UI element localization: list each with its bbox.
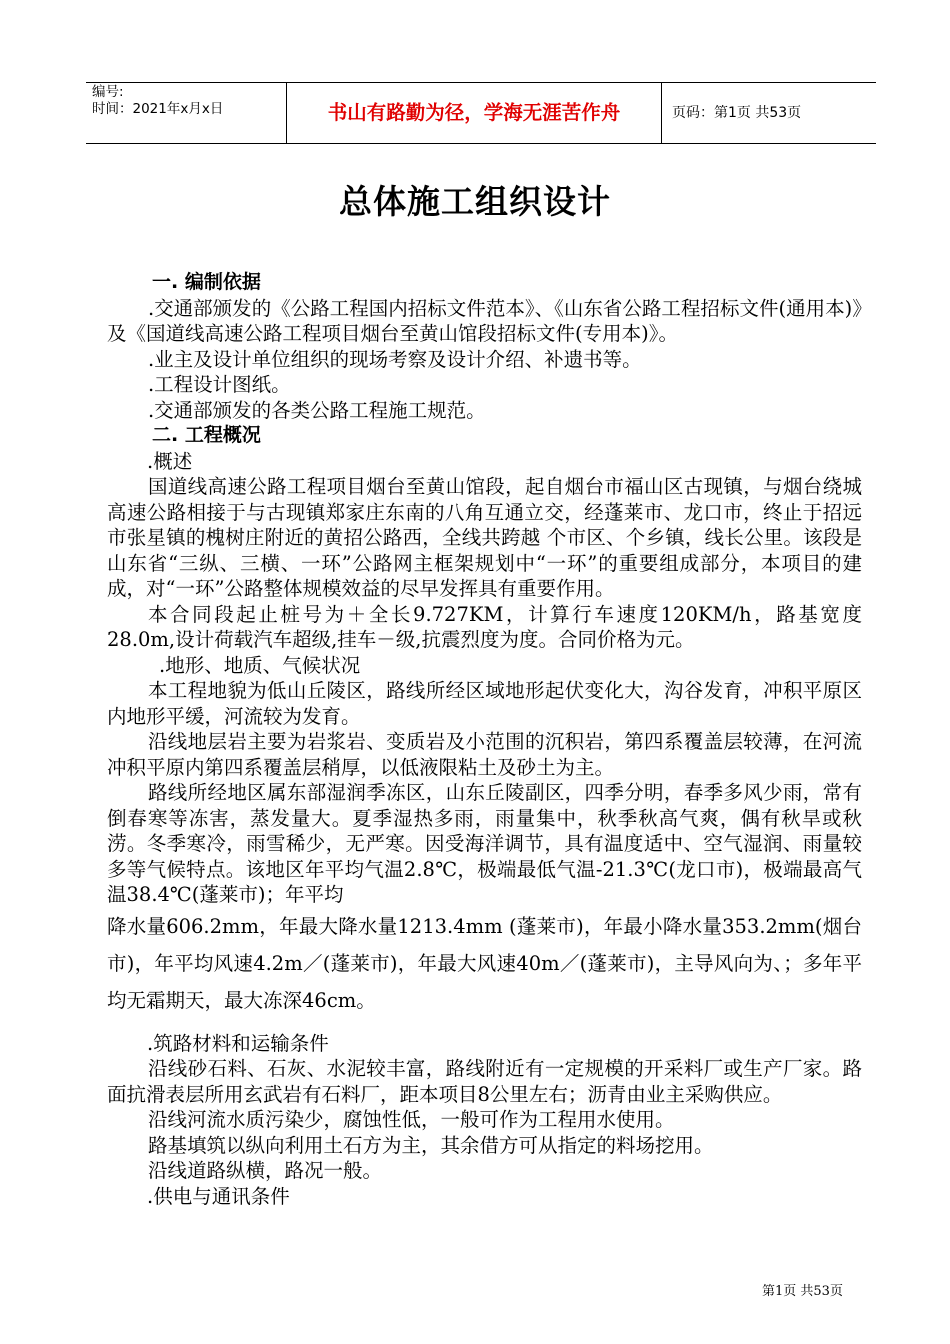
document-number-label: 编号: — [92, 84, 124, 100]
paragraph: 沿线地层岩主要为岩浆岩、变质岩及小范围的沉积岩，第四系覆盖层较薄，在河流冲积平原内第四系覆盖层稍厚，以低液限粘土及砂土为主。 — [107, 730, 862, 779]
header-page-label: 页码：第1页 共53页 — [672, 105, 802, 121]
paragraph: 本合同段起止桩号为＋全长9.727KM，计算行车速度120KM/h，路基宽度28.0m,设计荷载汽车超级,挂车－级,抗震烈度为度。合同价格为元。 — [107, 602, 862, 651]
spacer — [107, 1019, 862, 1031]
section-heading-overview: 二. 工程概况 — [152, 424, 261, 446]
paragraph: 国道线高速公路工程项目烟台至黄山馆段，起自烟台市福山区古现镇，与烟台绕城高速公路相接于与古现镇郑家庄东南的八角互通立交，经蓬莱市、龙口市，终止于招远市张星镇的槐树庄附近的黄招公路西，全线共跨越 个市区、个乡镇，线长公里。该段是山东省“三纵、三横、一环”公路网主框架规划中“一环”的重要组成部分，本项目的建成，对“一环”公路整体规模效益的尽早发挥具有重要作用。 — [107, 475, 862, 600]
subsection-heading: .筑路材料和运输条件 — [147, 1031, 329, 1055]
paragraph: 路基填筑以纵向利用土石方为主，其余借方可从指定的料场挖用。 — [147, 1133, 714, 1157]
paragraph: .交通部颁发的《公路工程国内招标文件范本》、《山东省公路工程招标文件(通用本)》及《国道线高速公路工程项目烟台至黄山馆段招标文件(专用本)》。 — [107, 296, 862, 345]
page-footer: 第1页 共53页 — [762, 1284, 843, 1299]
document-title: 总体施工组织设计 — [339, 182, 611, 221]
header-meta — [92, 84, 223, 118]
document-time-label: 时间：2021年x月x日 — [92, 101, 224, 117]
document-body — [107, 270, 862, 1209]
paragraph: 沿线道路纵横，路况一般。 — [147, 1159, 382, 1182]
paragraph: .工程设计图纸。 — [147, 373, 291, 396]
header-motto: 书山有路勤为径，学海无涯苦作舟 — [286, 83, 662, 143]
paragraph: 路线所经地区属东部湿润季冻区，山东丘陵副区，四季分明，春季多风少雨，常有倒春寒等冻害，蒸发量大。夏季湿热多雨，雨量集中，秋季秋高气爽，偶有秋旱或秋涝。冬季寒冷，雨雪稀少，无严寒。因受海洋调节，具有温度适中、空气湿润、雨量较多等气候特点。该地区年平均气温2.8℃，极端最低气温-21.3℃(龙口市)，极端最高气温38.4℃(蓬莱市)；年平均 — [107, 781, 862, 906]
paragraph: 降水量606.2mm，年最大降水量1213.4mm (蓬莱市)，年最小降水量353.2mm(烟台市)，年平均风速4.2m／(蓬莱市)，年最大风速40m／(蓬莱市)，主导风向为、；多年平均无霜期天，最大冻深46cm。 — [107, 914, 862, 1012]
paragraph: .交通部颁发的各类公路工程施工规范。 — [147, 398, 486, 422]
paragraph: .业主及设计单位组织的现场考察及设计介绍、补遗书等。 — [147, 347, 642, 371]
subsection-heading: .供电与通讯条件 — [147, 1184, 290, 1208]
subsection-heading: .地形、地质、气候状况 — [159, 653, 361, 677]
paragraph: 本工程地貌为低山丘陵区，路线所经区域地形起伏变化大，沟谷发育，冲积平原区内地形平缓，河流较为发育。 — [107, 679, 862, 728]
paragraph: 沿线砂石料、石灰、水泥较丰富，路线附近有一定规模的开采料厂或生产厂家。路面抗滑表层所用玄武岩有石料厂，距本项目8公里左右；沥青由业主采购供应。 — [107, 1057, 862, 1106]
subsection-heading: .概述 — [147, 449, 193, 473]
page-header — [86, 82, 876, 144]
section-heading-basis: 一. 编制依据 — [152, 271, 261, 293]
paragraph: 沿线河流水质污染少，腐蚀性低，一般可作为工程用水使用。 — [147, 1108, 675, 1131]
